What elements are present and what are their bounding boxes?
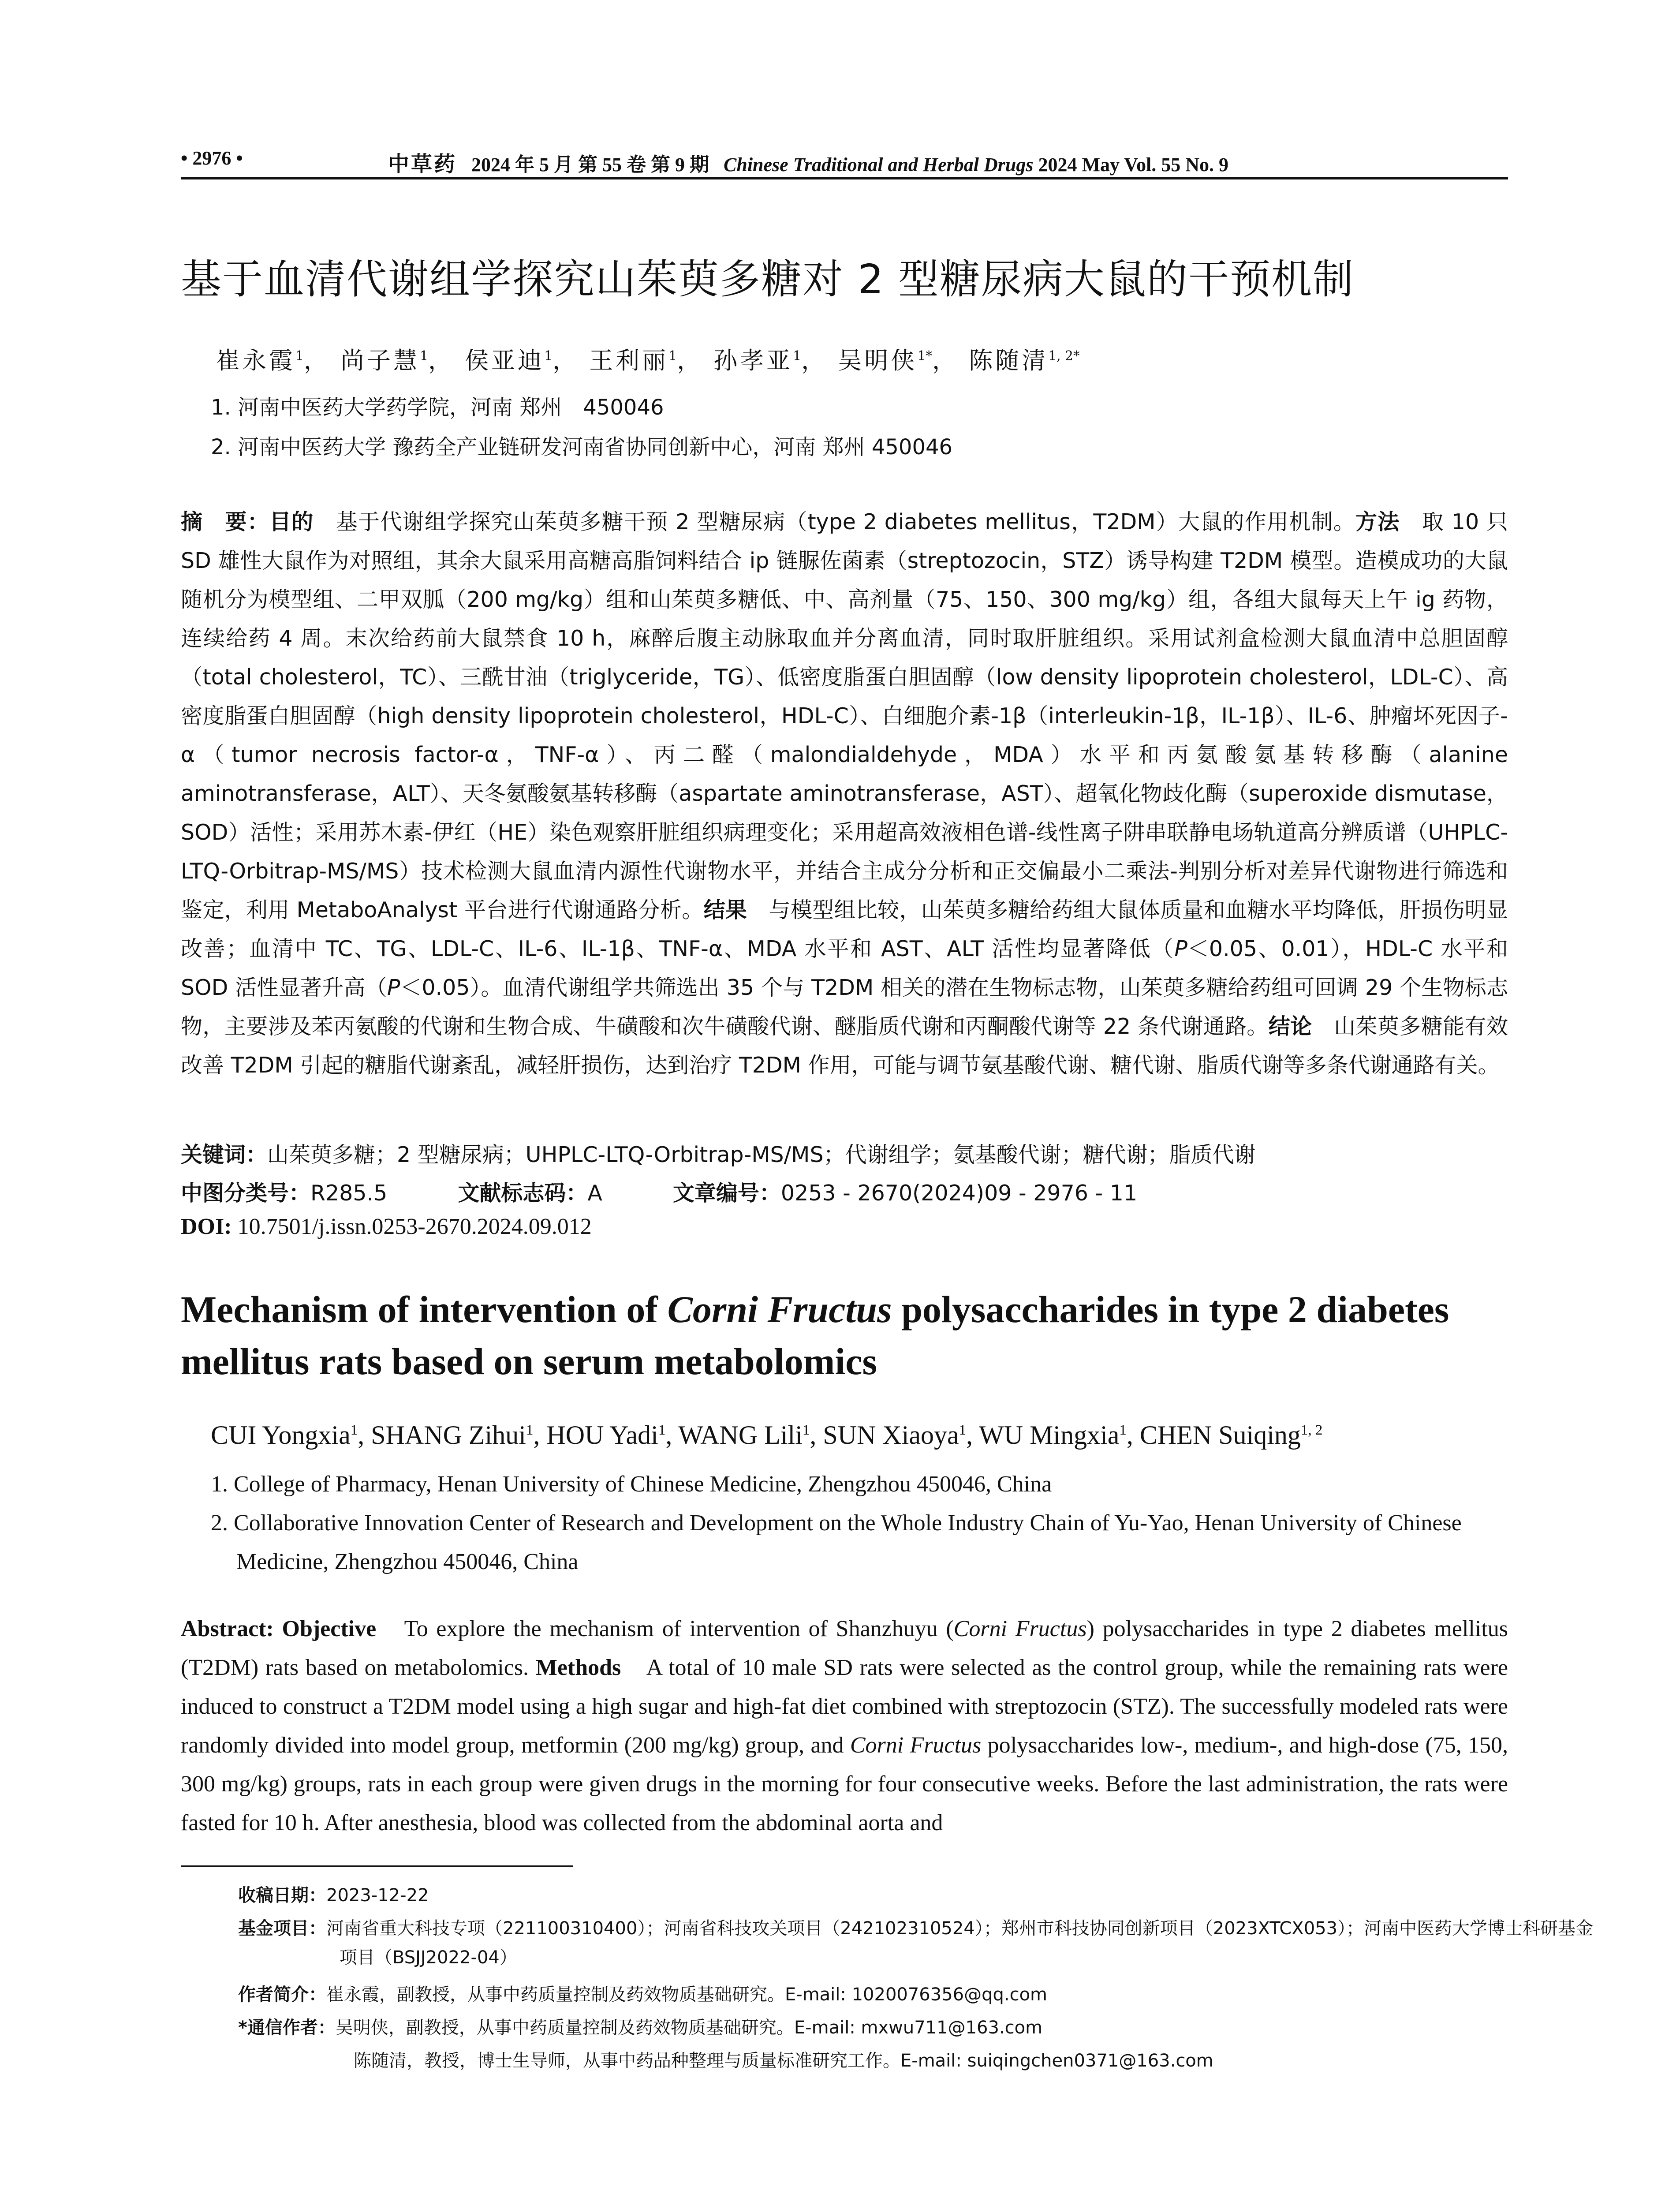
issue-en: 2024 May Vol. 55 No. 9 [1038, 154, 1228, 176]
footnote-rule [181, 1865, 573, 1867]
keywords: 关键词：山茱萸多糖；2 型糖尿病；UHPLC-LTQ-Orbitrap-MS/MS；代谢组学；氨基酸代谢；糖代谢；脂质代谢 [181, 1142, 1256, 1167]
author-en: HOU Yadi [546, 1420, 658, 1450]
footnote-corresponding: *通信作者：吴明侠，副教授，从事中药质量控制及药效物质基础研究。E-mail: mxwu711@163.com [238, 2018, 1043, 2038]
abstract-label: 摘 要： [181, 509, 269, 534]
issue-cn: 2024 年 5 月 第 55 卷 第 9 期 [471, 154, 709, 176]
footnote-author: 作者简介：崔永霞，副教授，从事中药质量控制及药效物质基础研究。E-mail: 1020076356@qq.com [238, 1984, 1048, 2005]
author-cn: 崔永霞 [216, 347, 295, 374]
affiliation-en-1: 1. College of Pharmacy, Henan University of Chinese Medicine, Zhengzhou 450046, China [211, 1472, 1052, 1497]
methods-en-label: Methods [535, 1655, 621, 1680]
affiliation-cn-1: 1. 河南中医药大学药学院，河南 郑州 450046 [211, 395, 664, 420]
author-en: SUN Xiaoya [823, 1420, 959, 1450]
affiliation-cn-2: 2. 河南中医药大学 豫药全产业链研发河南省协同创新中心，河南 郑州 450046 [211, 435, 953, 460]
classification: 中图分类号：R285.5 文献标志码：A 文章编号：0253 - 2670(2024)09 - 2976 - 11 [181, 1181, 1138, 1206]
author-en: CHEN Suiqing [1139, 1420, 1301, 1450]
author-en: SHANG Zihui [371, 1420, 526, 1450]
footnote-received: 收稿日期：2023-12-22 [238, 1885, 429, 1906]
page-number: • 2976 • [181, 147, 243, 169]
authors-cn: 崔永霞$^1$， 尚子慧$^1$， 侯亚迪$^1$， 王利丽$^1$， 孙孝亚$^1$， 吴明侠$^{1*}$， 陈随清$^{1, 2*}$ [216, 347, 1080, 374]
author-en: CUI Yongxia [211, 1420, 351, 1450]
running-header [181, 143, 1508, 174]
footnote-fund: 基金项目：河南省重大科技专项（221100310400）；河南省科技攻关项目（242102310524）；郑州市科技协同创新项目（2023XTCX053）；河南中医药大学博士科研基金项目（BSJJ2022-04） [238, 1918, 1594, 1968]
author-cn: 吴明侠 [838, 347, 918, 374]
author-cn: 尚子慧 [340, 347, 420, 374]
header-rule [181, 177, 1508, 179]
footnote-corresponding-2: 陈随清，教授，博士生导师，从事中药品种整理与质量标准研究工作。E-mail: suiqingchen0371@163.com [354, 2051, 1213, 2071]
doi: DOI: 10.7501/j.issn.0253-2670.2024.09.012 [181, 1214, 592, 1239]
objective-label: 目的 [269, 509, 314, 534]
title-cn: 基于血清代谢组学探究山茱萸多糖对 2 型糖尿病大鼠的干预机制 [181, 256, 1355, 303]
author-cn: 陈随清 [969, 347, 1049, 374]
authors-en: CUI Yongxia$^1$, SHANG Zihui$^1$, HOU Yadi$^1$, WANG Lili$^1$, SUN Xiaoya$^1$, WU Mingxia$^1$, CHEN Suiqing$^{1, 2}$ [211, 1420, 1323, 1450]
author-cn: 王利丽 [589, 347, 669, 374]
methods-label: 方法 [1355, 509, 1400, 534]
title-en: Mechanism of intervention of Corni Fructus polysaccharides in type 2 diabetes mellitus rats based on serum metabolomics [181, 1288, 1449, 1383]
author-en: WANG Lili [678, 1420, 803, 1450]
doi-link[interactable]: 10.7501/j.issn.0253-2670.2024.09.012 [237, 1214, 592, 1239]
results-label: 结果 [703, 897, 747, 923]
author-en: WU Mingxia [979, 1420, 1120, 1450]
abstract-en: Abstract: Objective To explore the mechanism of intervention of Shanzhuyu (Corni Fructus) polysaccharides in type 2 diabetes mellitus (T2DM) rats based on metabolomics. Methods A total of 10 male SD rats were selected as the control group, while the remaining rats were induced to construct a T2DM model using a high sugar and high-fat diet combined with streptozocin (STZ). The successfully modeled rats were randomly divided into model group, metformin (200 mg/kg) group, and Corni Fructus polysaccharides low-, medium-, and high-dose (75, 150, 300 mg/kg) groups, rats in each group were given drugs in the morning for four consecutive weeks. Before the last administration, the rats were fasted for 10 h. After anesthesia, blood was collected from the abdominal aorta and [181, 1616, 1508, 1835]
abstract-cn: 摘 要：目的 基于代谢组学探究山茱萸多糖干预 2 型糖尿病（type 2 diabetes mellitus，T2DM）大鼠的作用机制。方法 取 10 只 SD 雄性大鼠作为对照组，其余大鼠采用高糖高脂饲料结合 ip 链脲佐菌素（streptozocin，STZ）诱导构建 T2DM 模型。造模成功的大鼠随机分为模型组、二甲双胍（200 mg/kg）组和山茱萸多糖低、中、高剂量（75、150、300 mg/kg）组，各组大鼠每天上午 ig 药物，连续给药 4 周。末次给药前大鼠禁食 10 h，麻醉后腹主动脉取血并分离血清，同时取肝脏组织。采用试剂盒检测大鼠血清中总胆固醇（total cholesterol，TC）、三酰甘油（triglyceride，TG）、低密度脂蛋白胆固醇（low density lipoprotein cholesterol，LDL-C）、高密度脂蛋白胆固醇（high density lipoprotein cholesterol，HDL-C）、白细胞介素-1β（interleukin-1β，IL-1β）、IL-6、肿瘤坏死因子-α（tumor necrosis factor-α，TNF-α）、丙二醛（malondialdehyde，MDA）水平和丙氨酸氨基转移酶（alanine aminotransferase，ALT）、天冬氨酸氨基转移酶（aspartate aminotransferase，AST）、超氧化物歧化酶（superoxide dismutase，SOD）活性；采用苏木素-伊红（HE）染色观察肝脏组织病理变化；采用超高效液相色谱-线性离子阱串联静电场轨道高分辨质谱（UHPLC-LTQ-Orbitrap-MS/MS）技术检测大鼠血清内源性代谢物水平，并结合主成分分析和正交偏最小二乘法-判别分析对差异代谢物进行筛选和鉴定，利用 MetaboAnalyst 平台进行代谢通路分析。结果 与模型组比较，山茱萸多糖给药组大鼠体质量和血糖水平均降低，肝损伤明显改善；血清中 TC、TG、LDL-C、IL-6、IL-1β、TNF-α、MDA 水平和 AST、ALT 活性均显著降低（P＜0.05、0.01），HDL-C 水平和 SOD 活性显著升高（P＜0.05）。血清代谢组学共筛选出 35 个与 T2DM 相关的潜在生物标志物，山茱萸多糖给药组可回调 29 个生物标志物，主要涉及苯丙氨酸的代谢和生物合成、牛磺酸和次牛磺酸代谢、醚脂质代谢和丙酮酸代谢等 22 条代谢通路。结论 山茱萸多糖能有效改善 T2DM 引起的糖脂代谢紊乱，减轻肝损伤，达到治疗 T2DM 作用，可能与调节氨基酸代谢、糖代谢、脂质代谢等多条代谢通路有关。 [181, 509, 1508, 1078]
author-cn: 侯亚迪 [465, 347, 545, 374]
affiliation-en-2: 2. Collaborative Innovation Center of Research and Development on the Whole Industry Chain of Yu-Yao, Henan University of Chinese Medicine, Zhengzhou 450046, China [211, 1510, 1462, 1574]
conclusion-label: 结论 [1268, 1014, 1312, 1039]
journal-name-en: Chinese Traditional and Herbal Drugs [724, 154, 1034, 176]
journal-logo: 中草药 [388, 152, 457, 176]
abstract-en-label: Abstract: Objective [181, 1616, 377, 1641]
author-cn: 孙孝亚 [713, 347, 793, 374]
journal-info [388, 147, 1228, 177]
